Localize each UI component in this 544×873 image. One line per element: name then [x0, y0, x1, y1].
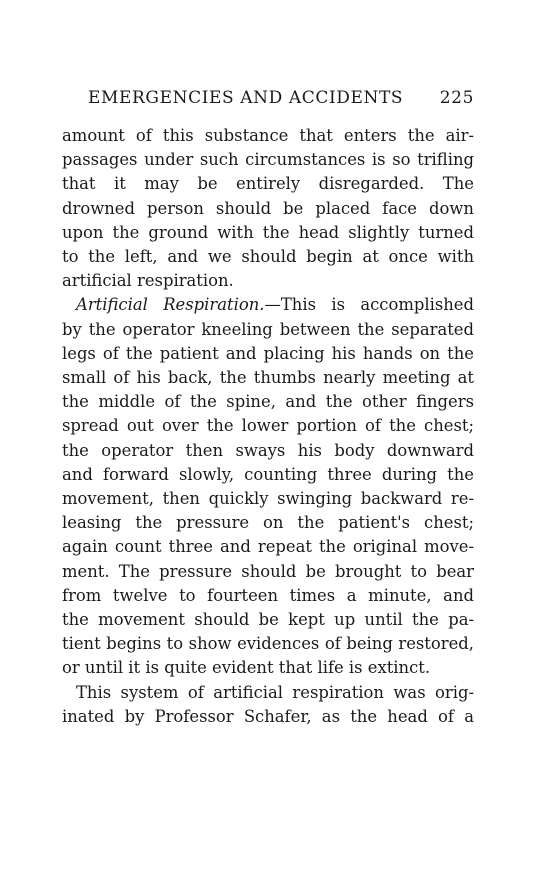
- text-line: upon the ground with the head slightly turned: [62, 222, 474, 242]
- text-line: ment. The pressure should be brought to bear: [62, 561, 474, 581]
- text-line: again count three and repeat the original move-: [62, 537, 474, 557]
- section-heading: Artificial Respiration.: [76, 295, 265, 315]
- text-line: small of his back, the thumbs nearly meeting at: [62, 368, 474, 388]
- running-title: EMERGENCIES AND ACCIDENTS: [88, 88, 404, 108]
- running-header: [62, 88, 474, 116]
- text-line: the operator then sways his body downward: [62, 440, 474, 460]
- text-line: and forward slowly, counting three during the: [62, 464, 474, 484]
- text-line: [62, 293, 474, 317]
- text-line: that it may be entirely disregarded. The: [62, 174, 474, 194]
- text-line: This system of artificial respiration was orig-: [76, 682, 474, 702]
- text-line: spread out over the lower portion of the chest;: [62, 416, 474, 436]
- text-line: movement, then quickly swinging backward re-: [62, 489, 474, 509]
- text-line: drowned person should be placed face down: [62, 198, 474, 218]
- text-line: legs of the patient and placing his hands on the: [62, 343, 474, 363]
- text-line: leasing the pressure on the patient's chest;: [62, 513, 474, 533]
- body-text: [62, 124, 474, 729]
- page-number: 225: [439, 88, 474, 108]
- text-line: artificial respiration.: [62, 271, 234, 291]
- book-page: [62, 88, 474, 729]
- text-line: tient begins to show evidences of being restored,: [62, 634, 474, 654]
- text-line: to the left, and we should begin at once with: [62, 247, 474, 267]
- text-line: or until it is quite evident that life is extinct.: [62, 658, 431, 678]
- text-line-rest: —This is accomplished: [264, 295, 474, 315]
- text-line: amount of this substance that enters the air-: [62, 126, 474, 145]
- text-line: by the operator kneeling between the separated: [62, 319, 474, 339]
- text-line: passages under such circumstances is so trifling: [62, 150, 474, 170]
- text-line: from twelve to fourteen times a minute, and: [62, 585, 474, 605]
- text-line: inated by Professor Schafer, as the head of a: [62, 706, 474, 726]
- text-line: the middle of the spine, and the other fingers: [62, 392, 474, 412]
- text-line: the movement should be kept up until the pa-: [62, 610, 474, 630]
